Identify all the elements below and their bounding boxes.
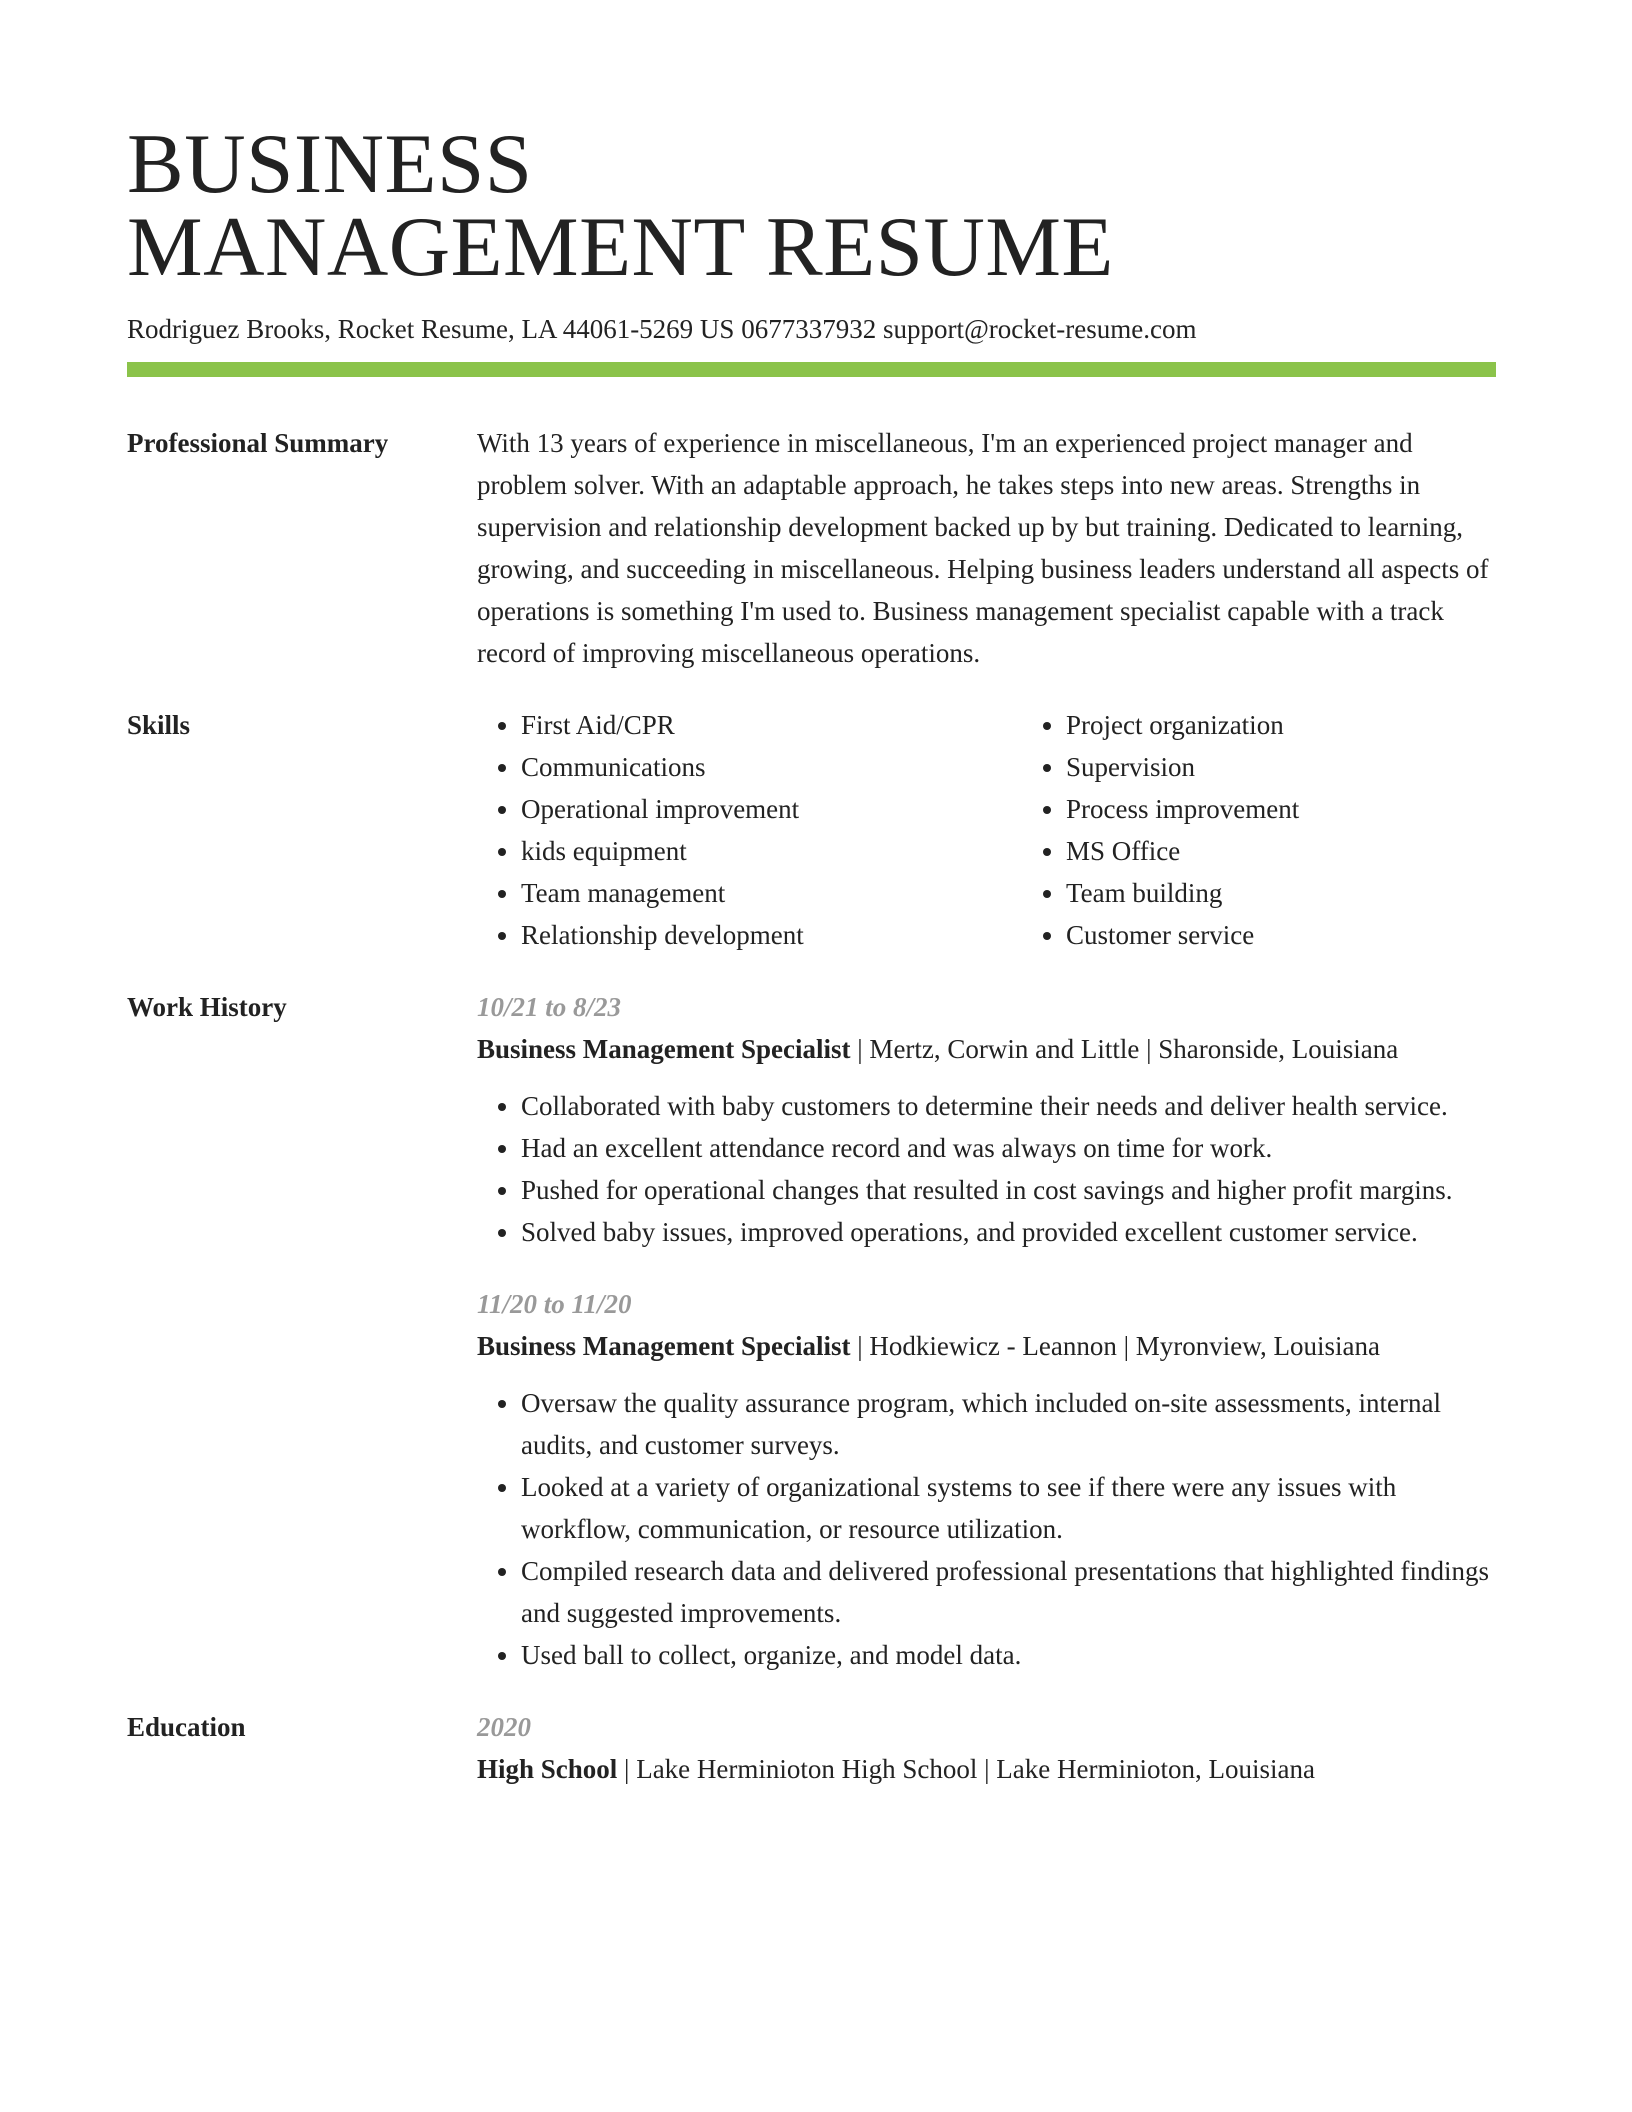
section-label-work: Work History [127,992,287,1022]
summary-section [127,422,1496,674]
skill-item: • Team management [521,872,1022,914]
section-label-summary: Professional Summary [127,428,389,458]
job-bullet: • Oversaw the quality assurance program, which included on-site assessments, internal audits, and customer surveys. [521,1382,1496,1466]
job-bullets [477,1085,1496,1253]
work-history-section [127,986,1496,1676]
education-section [127,1706,1496,1790]
job-bullet: • Used ball to collect, organize, and model data. [521,1634,1496,1676]
job-entry [477,1283,1496,1676]
skill-item: • First Aid/CPR [521,704,1022,746]
job-entry [477,986,1496,1253]
work-entries [477,986,1496,1676]
section-label-skills: Skills [127,710,191,740]
job-bullet: • Looked at a variety of organizational systems to see if there were any issues with workflow, communication, or resource utilization. [521,1466,1496,1550]
job-heading [477,1325,1496,1367]
skills-list-right [1022,704,1567,956]
job-heading [477,1028,1496,1070]
education-year: 2020 [477,1712,531,1742]
skill-item: • Process improvement [1066,788,1567,830]
education-entry [477,1706,1496,1790]
job-dates: 11/20 to 11/20 [477,1289,632,1319]
title-line-2: MANAGEMENT RESUME [127,200,1114,294]
skill-item: • Operational improvement [521,788,1022,830]
education-details: | Lake Herminioton High School | Lake Herminioton, Louisiana [617,1754,1315,1784]
job-bullets [477,1382,1496,1676]
job-bullet: • Had an excellent attendance record and was always on time for work. [521,1127,1496,1169]
skills-section [127,704,1496,956]
job-bullet: • Collaborated with baby customers to determine their needs and deliver health service. [521,1085,1496,1127]
education-degree: High School [477,1754,618,1784]
job-bullet: • Compiled research data and delivered professional presentations that highlighted findings and suggested improvements. [521,1550,1496,1634]
job-dates: 10/21 to 8/23 [477,992,622,1022]
skill-item: • Communications [521,746,1022,788]
contact-info: Rodriguez Brooks, Rocket Resume, LA 44061-5269 US 0677337932 support@rocket-resume.com [127,314,1197,344]
title-line-1: BUSINESS [127,117,533,211]
job-bullet: • Pushed for operational changes that resulted in cost savings and higher profit margins. [521,1169,1496,1211]
skill-item: • Relationship development [521,914,1022,956]
education-heading [477,1748,1496,1790]
skill-item: • Project organization [1066,704,1567,746]
resume-title [127,0,1496,294]
skill-item: • Team building [1066,872,1567,914]
job-bullet: • Solved baby issues, improved operations, and provided excellent customer service. [521,1211,1496,1253]
job-details: | Mertz, Corwin and Little | Sharonside, Louisiana [850,1034,1399,1064]
skill-item: • MS Office [1066,830,1567,872]
job-title: Business Management Specialist [477,1331,851,1361]
skill-item: • kids equipment [521,830,1022,872]
resume-page [127,0,1496,1790]
skills-list-left [477,704,1022,956]
job-title: Business Management Specialist [477,1034,851,1064]
skills-columns [477,704,1567,956]
summary-text: With 13 years of experience in miscellaneous, I'm an experienced project manager and problem solver. With an adaptable approach, he takes steps into new areas. Strengths in supervision and relationship development backed up by but training. Dedicated to learning, growing, and succeeding in miscellaneous. Helping business leaders understand all aspects of operations is something I'm used to. Business management specialist capable with a track record of improving miscellaneous operations. [477,428,1489,668]
skill-item: • Supervision [1066,746,1567,788]
accent-divider [127,362,1496,377]
section-label-education: Education [127,1712,246,1742]
job-details: | Hodkiewicz - Leannon | Myronview, Louisiana [850,1331,1380,1361]
skill-item: • Customer service [1066,914,1567,956]
